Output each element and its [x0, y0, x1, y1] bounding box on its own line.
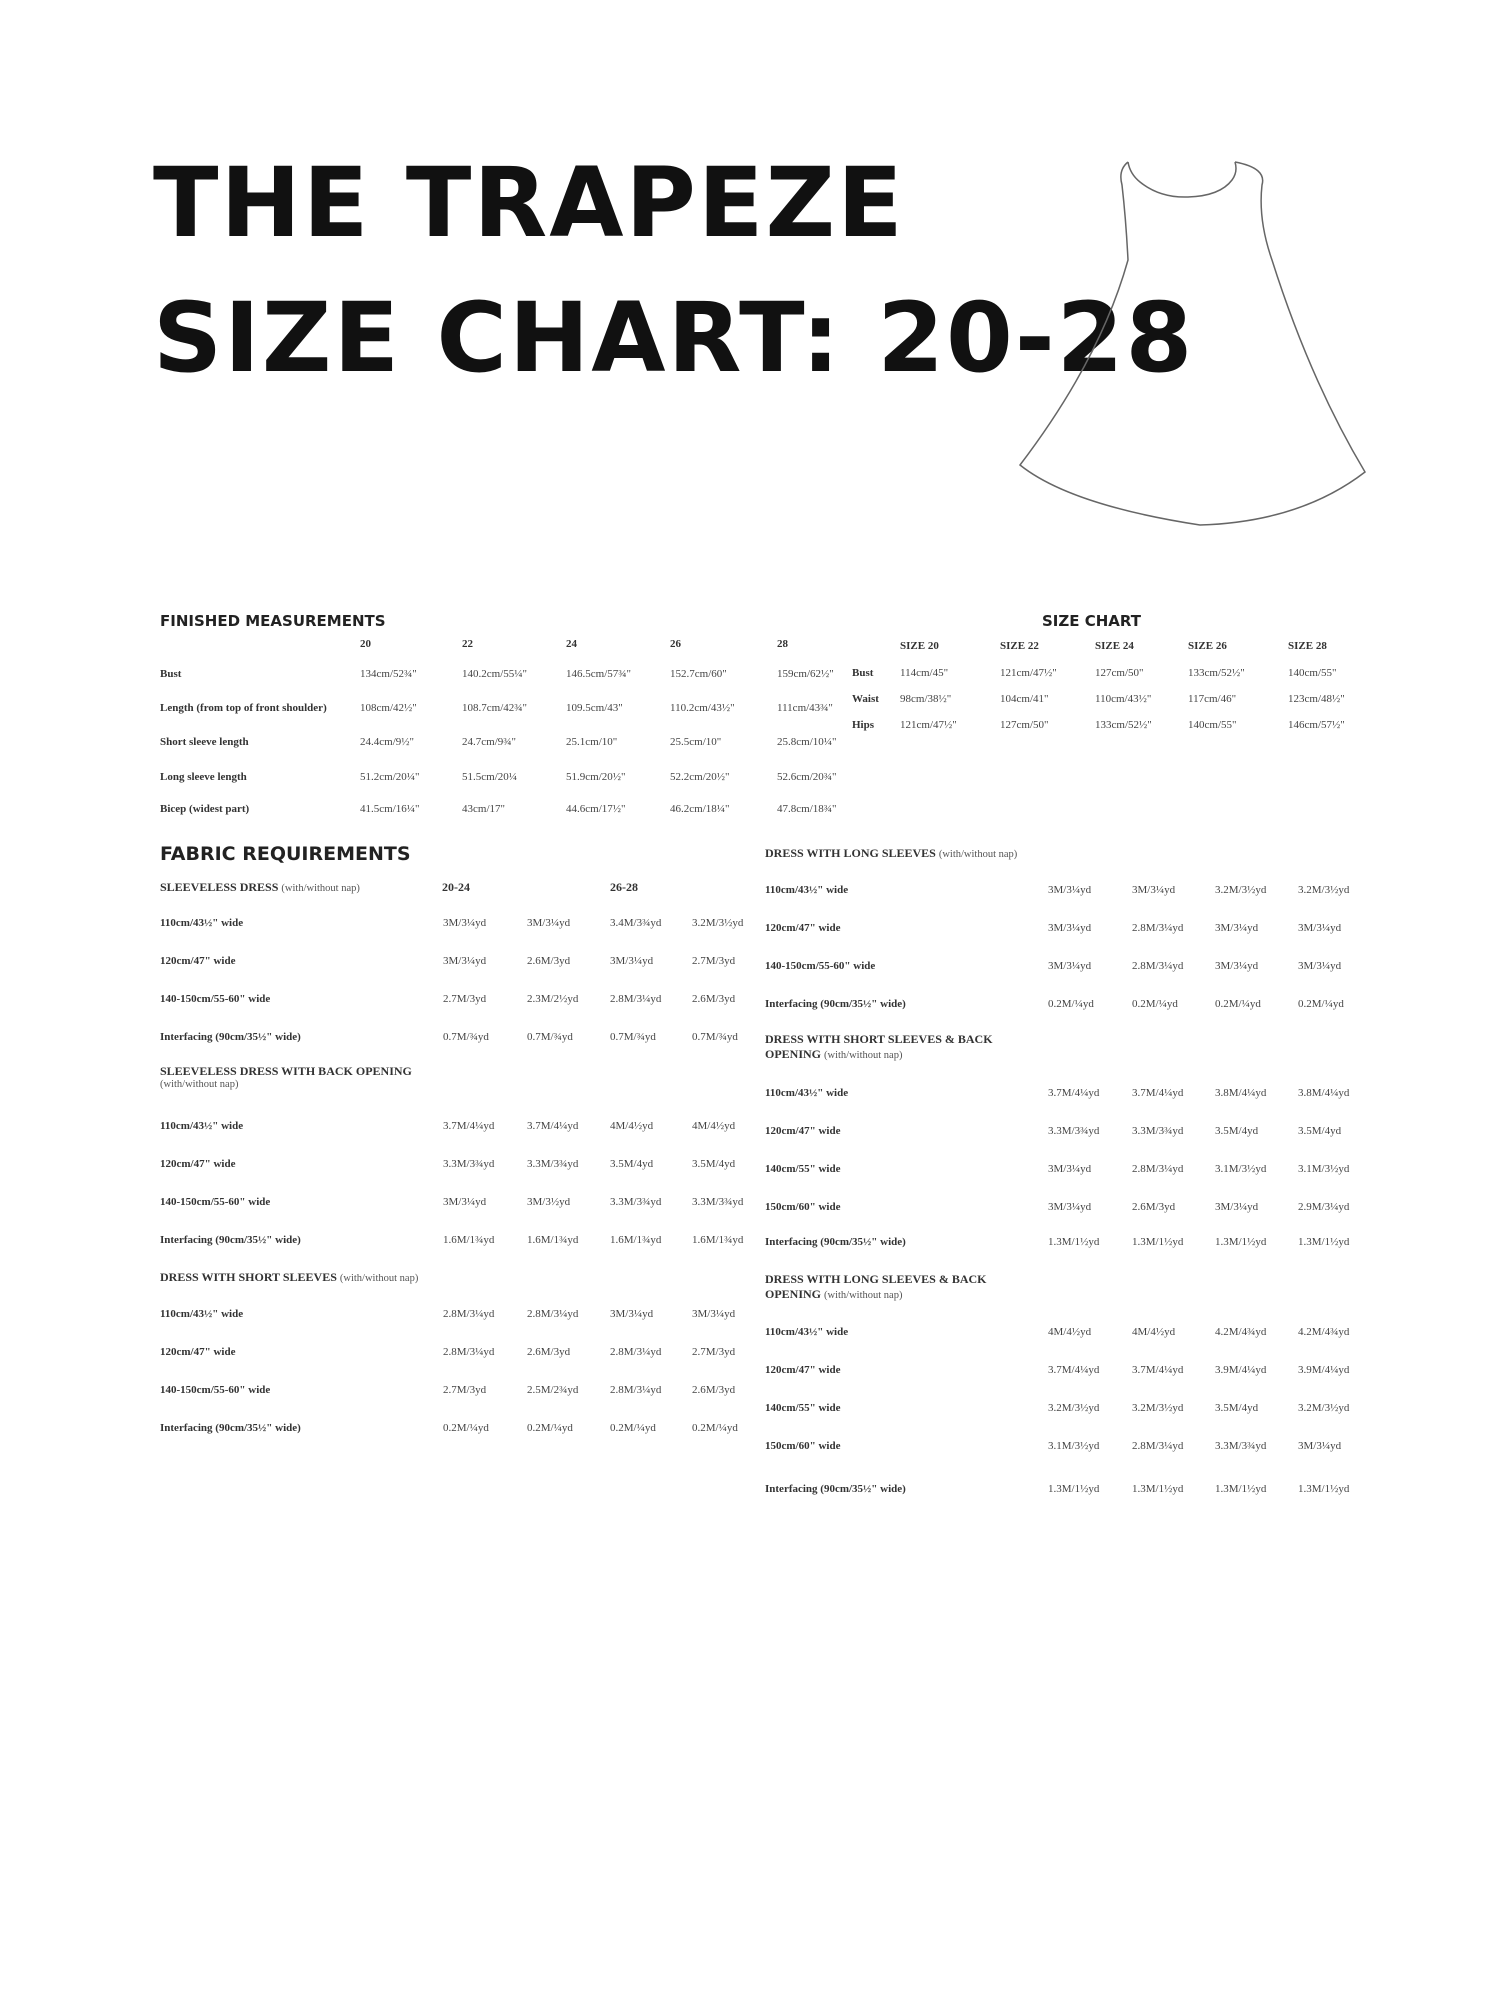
fabric-cell: 2.8M/3¼yd [610, 1346, 662, 1358]
fabric-cell: 3.1M/3½yd [1215, 1163, 1267, 1175]
fabric-row-label: 150cm/60" wide [765, 1440, 841, 1452]
fabric-cell: 3.8M/4¼yd [1215, 1087, 1267, 1099]
fabric-cell: 0.2M/¼yd [692, 1422, 738, 1434]
fabric-cell: 3.5M/4yd [1298, 1125, 1342, 1137]
sc-cell: 146cm/57½" [1288, 719, 1345, 731]
fabric-cell: 2.9M/3¼yd [1298, 1201, 1350, 1213]
fabric-section-name-line2 [765, 1287, 987, 1302]
fm-row-label: Bust [160, 668, 182, 680]
fm-cell: 46.2cm/18¼" [670, 803, 730, 815]
fabric-cell: 3.3M/3¾yd [1215, 1440, 1267, 1452]
fabric-cell: 3M/3¼yd [1132, 884, 1176, 896]
fabric-cell: 3M/3¼yd [443, 955, 487, 967]
fabric-cell: 3.8M/4¼yd [1298, 1087, 1350, 1099]
fabric-cell: 4.2M/4¾yd [1215, 1326, 1267, 1338]
fabric-cell: 2.6M/3yd [692, 993, 736, 1005]
fabric-size-range: 20-24 [442, 880, 470, 894]
fabric-cell: 3.9M/4¼yd [1215, 1364, 1267, 1376]
fabric-cell: 3M/3¼yd [610, 955, 654, 967]
fabric-row-label: Interfacing (90cm/35½" wide) [160, 1422, 301, 1434]
fabric-cell: 4.2M/4¾yd [1298, 1326, 1350, 1338]
sc-cell: 123cm/48½" [1288, 693, 1345, 705]
fm-cell: 51.9cm/20½" [566, 771, 626, 783]
fabric-section-note: (with/without nap) [938, 849, 1018, 860]
fabric-cell: 2.8M/3¼yd [1132, 960, 1184, 972]
fabric-cell: 2.8M/3¼yd [610, 993, 662, 1005]
fabric-cell: 3.7M/4¼yd [1132, 1364, 1184, 1376]
fabric-section-name: DRESS WITH LONG SLEEVES & BACK [765, 1272, 987, 1286]
fabric-cell: 3M/3¼yd [1298, 1440, 1342, 1452]
sc-size-header: SIZE 26 [1188, 640, 1227, 652]
sc-row-label: Hips [852, 719, 875, 731]
sc-cell: 121cm/47½" [1000, 667, 1057, 679]
fabric-cell: 3M/3¼yd [1215, 1201, 1259, 1213]
fabric-cell: 3.5M/4yd [1215, 1125, 1259, 1137]
fabric-cell: 4M/4½yd [610, 1120, 654, 1132]
fm-cell: 47.8cm/18¾" [777, 803, 837, 815]
fabric-section-name: SLEEVELESS DRESS [160, 880, 279, 894]
fm-cell: 159cm/62½" [777, 668, 834, 680]
fabric-cell: 3M/3¼yd [1298, 960, 1342, 972]
fabric-cell: 3.2M/3½yd [692, 917, 744, 929]
fabric-cell: 1.3M/1½yd [1298, 1236, 1350, 1248]
fabric-cell: 2.8M/3¼yd [1132, 1163, 1184, 1175]
fabric-row-label: 120cm/47" wide [765, 1125, 841, 1137]
fabric-cell: 3M/3½yd [527, 1196, 571, 1208]
fabric-row-label: Interfacing (90cm/35½" wide) [160, 1031, 301, 1043]
fabric-cell: 3.3M/3¾yd [610, 1196, 662, 1208]
sc-size-header: SIZE 28 [1288, 640, 1327, 652]
sc-cell: 110cm/43½" [1095, 693, 1152, 705]
fabric-cell: 2.6M/3yd [1132, 1201, 1176, 1213]
sc-cell: 104cm/41" [1000, 693, 1049, 705]
fm-cell: 134cm/52¾" [360, 668, 417, 680]
fabric-row-label: Interfacing (90cm/35½" wide) [160, 1234, 301, 1246]
fabric-row-label: 120cm/47" wide [160, 1158, 236, 1170]
fabric-section-title [765, 846, 1017, 861]
fabric-row-label: 110cm/43½" wide [160, 917, 244, 929]
sc-size-header: SIZE 22 [1000, 640, 1039, 652]
fabric-cell: 3M/3¼yd [610, 1308, 654, 1320]
fabric-row-label: 110cm/43½" wide [160, 1120, 244, 1132]
fabric-cell: 3M/3¼yd [443, 917, 487, 929]
fabric-row-label: Interfacing (90cm/35½" wide) [765, 1483, 906, 1495]
fabric-cell: 3M/3¼yd [1215, 922, 1259, 934]
fabric-cell: 4M/4½yd [1132, 1326, 1176, 1338]
fabric-row-label: 140-150cm/55-60" wide [765, 960, 876, 972]
fabric-cell: 3.2M/3½yd [1298, 884, 1350, 896]
fabric-cell: 3M/3¼yd [1215, 960, 1259, 972]
fabric-cell: 3.1M/3½yd [1048, 1440, 1100, 1452]
fabric-cell: 3.7M/4¼yd [1048, 1364, 1100, 1376]
fabric-cell: 3.2M/3½yd [1215, 884, 1267, 896]
fabric-row-label: Interfacing (90cm/35½" wide) [765, 1236, 906, 1248]
fm-cell: 51.2cm/20¼" [360, 771, 420, 783]
fabric-cell: 0.2M/¼yd [527, 1422, 573, 1434]
sc-cell: 133cm/52½" [1188, 667, 1245, 679]
fabric-row-label: 110cm/43½" wide [765, 1326, 849, 1338]
fabric-section-note: (with/without nap) [824, 1050, 903, 1061]
fabric-row-label: 110cm/43½" wide [160, 1308, 244, 1320]
fabric-cell: 1.3M/1½yd [1298, 1483, 1350, 1495]
fabric-cell: 0.7M/¾yd [527, 1031, 573, 1043]
sc-row-label: Waist [852, 693, 879, 705]
fm-cell: 109.5cm/43" [566, 702, 623, 714]
fm-cell: 52.2cm/20½" [670, 771, 730, 783]
finished-measurements-heading: FINISHED MEASUREMENTS [160, 612, 386, 630]
fabric-row-label: 110cm/43½" wide [765, 884, 849, 896]
sc-row-label: Bust [852, 667, 874, 679]
fabric-cell: 3M/3¼yd [1048, 884, 1092, 896]
fabric-cell: 0.2M/¼yd [1132, 998, 1178, 1010]
fabric-cell: 1.3M/1½yd [1215, 1236, 1267, 1248]
fabric-cell: 3.5M/4yd [1215, 1402, 1259, 1414]
fabric-cell: 3.7M/4¼yd [1132, 1087, 1184, 1099]
fabric-cell: 3.3M/3¾yd [1048, 1125, 1100, 1137]
fm-row-label: Short sleeve length [160, 736, 249, 748]
fabric-cell: 4M/4½yd [1048, 1326, 1092, 1338]
fm-size-header: 26 [670, 638, 681, 650]
sc-cell: 140cm/55" [1188, 719, 1237, 731]
fabric-row-label: 140cm/55" wide [765, 1163, 841, 1175]
fabric-section-title [160, 880, 360, 895]
sc-cell: 127cm/50" [1000, 719, 1049, 731]
fabric-cell: 2.8M/3¼yd [610, 1384, 662, 1396]
fabric-cell: 0.2M/¼yd [1048, 998, 1094, 1010]
page-title-line-2: SIZE CHART: 20-28 [153, 282, 1195, 394]
fm-cell: 41.5cm/16¼" [360, 803, 420, 815]
fabric-cell: 3.2M/3½yd [1298, 1402, 1350, 1414]
fm-cell: 140.2cm/55¼" [462, 668, 527, 680]
fabric-cell: 3.5M/4yd [692, 1158, 736, 1170]
fabric-cell: 2.8M/3¼yd [1132, 1440, 1184, 1452]
fabric-cell: 2.3M/2½yd [527, 993, 579, 1005]
fabric-cell: 1.6M/1¾yd [692, 1234, 744, 1246]
fabric-cell: 2.6M/3yd [527, 1346, 571, 1358]
fabric-row-label: 140-150cm/55-60" wide [160, 1384, 271, 1396]
fabric-section-name: DRESS WITH SHORT SLEEVES [160, 1270, 337, 1284]
fabric-cell: 2.8M/3¼yd [1132, 922, 1184, 934]
fabric-cell: 2.7M/3yd [443, 993, 487, 1005]
fabric-row-label: 140-150cm/55-60" wide [160, 1196, 271, 1208]
fabric-cell: 3.7M/4¼yd [1048, 1087, 1100, 1099]
fm-size-header: 20 [360, 638, 371, 650]
fabric-cell: 2.6M/3yd [692, 1384, 736, 1396]
fabric-cell: 2.7M/3yd [443, 1384, 487, 1396]
fabric-section-name-cont: OPENING [765, 1047, 822, 1061]
fabric-cell: 4M/4½yd [692, 1120, 736, 1132]
fabric-cell: 0.2M/¼yd [610, 1422, 656, 1434]
fabric-cell: 2.7M/3yd [692, 955, 736, 967]
fm-cell: 108.7cm/42¾" [462, 702, 527, 714]
fabric-cell: 3.2M/3½yd [1132, 1402, 1184, 1414]
fabric-cell: 0.7M/¾yd [692, 1031, 738, 1043]
fm-cell: 25.5cm/10" [670, 736, 722, 748]
fabric-row-label: 140cm/55" wide [765, 1402, 841, 1414]
fabric-cell: 1.3M/1½yd [1048, 1483, 1100, 1495]
fabric-row-label: 120cm/47" wide [160, 1346, 236, 1358]
fm-cell: 43cm/17" [462, 803, 505, 815]
fabric-section-note: (with/without nap) [824, 1290, 903, 1301]
fabric-cell: 3.2M/3½yd [1048, 1402, 1100, 1414]
sc-size-header: SIZE 20 [900, 640, 939, 652]
fabric-cell: 3M/3¼yd [527, 917, 571, 929]
fabric-section-name-cont: OPENING [765, 1287, 822, 1301]
fabric-cell: 1.6M/1¾yd [527, 1234, 579, 1246]
fabric-cell: 3.3M/3¾yd [1132, 1125, 1184, 1137]
fabric-section-note: (with/without nap) [339, 1273, 419, 1284]
fabric-cell: 1.6M/1¾yd [610, 1234, 662, 1246]
fabric-cell: 3.3M/3¾yd [692, 1196, 744, 1208]
fm-cell: 25.1cm/10" [566, 736, 618, 748]
fabric-section-title [765, 1032, 993, 1062]
fabric-cell: 3.5M/4yd [610, 1158, 654, 1170]
fm-row-label: Bicep (widest part) [160, 803, 250, 815]
fabric-cell: 0.7M/¾yd [443, 1031, 489, 1043]
fabric-cell: 1.3M/1½yd [1048, 1236, 1100, 1248]
sc-cell: 121cm/47½" [900, 719, 957, 731]
fabric-cell: 2.8M/3¼yd [527, 1308, 579, 1320]
sc-cell: 98cm/38½" [900, 693, 952, 705]
fabric-cell: 2.5M/2¾yd [527, 1384, 579, 1396]
fm-cell: 52.6cm/20¾" [777, 771, 837, 783]
fabric-section-name: DRESS WITH LONG SLEEVES [765, 846, 936, 860]
fabric-cell: 2.6M/3yd [527, 955, 571, 967]
fabric-cell: 0.2M/¼yd [1215, 998, 1261, 1010]
page-title-line-1: THE TRAPEZE [153, 147, 905, 259]
fm-cell: 24.4cm/9½" [360, 736, 414, 748]
fabric-cell: 1.6M/1¾yd [443, 1234, 495, 1246]
fabric-cell: 3M/3¼yd [1298, 922, 1342, 934]
fm-cell: 110.2cm/43½" [670, 702, 735, 714]
fabric-row-label: 120cm/47" wide [765, 1364, 841, 1376]
fabric-cell: 3M/3¼yd [1048, 922, 1092, 934]
sc-cell: 140cm/55" [1288, 667, 1337, 679]
fabric-row-label: 110cm/43½" wide [765, 1087, 849, 1099]
fabric-section-note: (with/without nap) [281, 883, 360, 894]
fabric-size-range: 26-28 [610, 880, 638, 894]
fm-cell: 111cm/43¾" [777, 702, 833, 714]
fabric-row-label: 120cm/47" wide [765, 922, 841, 934]
fm-cell: 51.5cm/20¼ [462, 771, 517, 783]
fabric-cell: 3.7M/4¼yd [443, 1120, 495, 1132]
fm-cell: 24.7cm/9¾" [462, 736, 516, 748]
sc-cell: 127cm/50" [1095, 667, 1144, 679]
fm-cell: 152.7cm/60" [670, 668, 727, 680]
fabric-cell: 0.7M/¾yd [610, 1031, 656, 1043]
fabric-cell: 3.3M/3¾yd [527, 1158, 579, 1170]
sc-cell: 133cm/52½" [1095, 719, 1152, 731]
fabric-row-label: Interfacing (90cm/35½" wide) [765, 998, 906, 1010]
sc-cell: 117cm/46" [1188, 693, 1237, 705]
fabric-cell: 3M/3¼yd [1048, 960, 1092, 972]
fabric-cell: 1.3M/1½yd [1132, 1236, 1184, 1248]
fabric-cell: 0.2M/¼yd [443, 1422, 489, 1434]
sc-cell: 114cm/45" [900, 667, 949, 679]
fabric-cell: 2.8M/3¼yd [443, 1308, 495, 1320]
fm-cell: 108cm/42½" [360, 702, 417, 714]
fabric-cell: 3.9M/4¼yd [1298, 1364, 1350, 1376]
fabric-cell: 3M/3¼yd [692, 1308, 736, 1320]
fabric-cell: 2.8M/3¼yd [443, 1346, 495, 1358]
fabric-section-name: DRESS WITH SHORT SLEEVES & BACK [765, 1032, 993, 1046]
fabric-row-label: 150cm/60" wide [765, 1201, 841, 1213]
fabric-cell: 2.7M/3yd [692, 1346, 736, 1358]
fabric-cell: 3M/3¼yd [1048, 1163, 1092, 1175]
fabric-section-name: SLEEVELESS DRESS WITH BACK OPENING [160, 1064, 412, 1078]
trapeze-dress-illustration [1010, 150, 1380, 540]
fabric-section-title [765, 1272, 987, 1302]
fabric-cell: 3.4M/3¾yd [610, 917, 662, 929]
fabric-section-title [160, 1064, 412, 1090]
fabric-section-name-line2 [765, 1047, 993, 1062]
fabric-cell: 1.3M/1½yd [1132, 1483, 1184, 1495]
fabric-cell: 3.1M/3½yd [1298, 1163, 1350, 1175]
fm-cell: 25.8cm/10¼" [777, 736, 837, 748]
fabric-cell: 3M/3¼yd [1048, 1201, 1092, 1213]
fabric-cell: 3.7M/4¼yd [527, 1120, 579, 1132]
fabric-cell: 3.3M/3¾yd [443, 1158, 495, 1170]
fabric-requirements-heading: FABRIC REQUIREMENTS [160, 843, 411, 865]
fabric-cell: 3M/3¼yd [443, 1196, 487, 1208]
fm-size-header: 24 [566, 638, 577, 650]
fabric-row-label: 140-150cm/55-60" wide [160, 993, 271, 1005]
fabric-cell: 0.2M/¼yd [1298, 998, 1344, 1010]
sc-size-header: SIZE 24 [1095, 640, 1134, 652]
fabric-row-label: 120cm/47" wide [160, 955, 236, 967]
fm-size-header: 22 [462, 638, 473, 650]
fm-cell: 44.6cm/17½" [566, 803, 626, 815]
fabric-cell: 1.3M/1½yd [1215, 1483, 1267, 1495]
fabric-section-note: (with/without nap) [160, 1079, 239, 1090]
size-chart-heading: SIZE CHART [1042, 612, 1142, 630]
fm-row-label: Length (from top of front shoulder) [160, 702, 327, 714]
fm-size-header: 28 [777, 638, 788, 650]
fabric-section-title [160, 1270, 418, 1285]
fm-cell: 146.5cm/57¾" [566, 668, 631, 680]
fm-row-label: Long sleeve length [160, 771, 247, 783]
